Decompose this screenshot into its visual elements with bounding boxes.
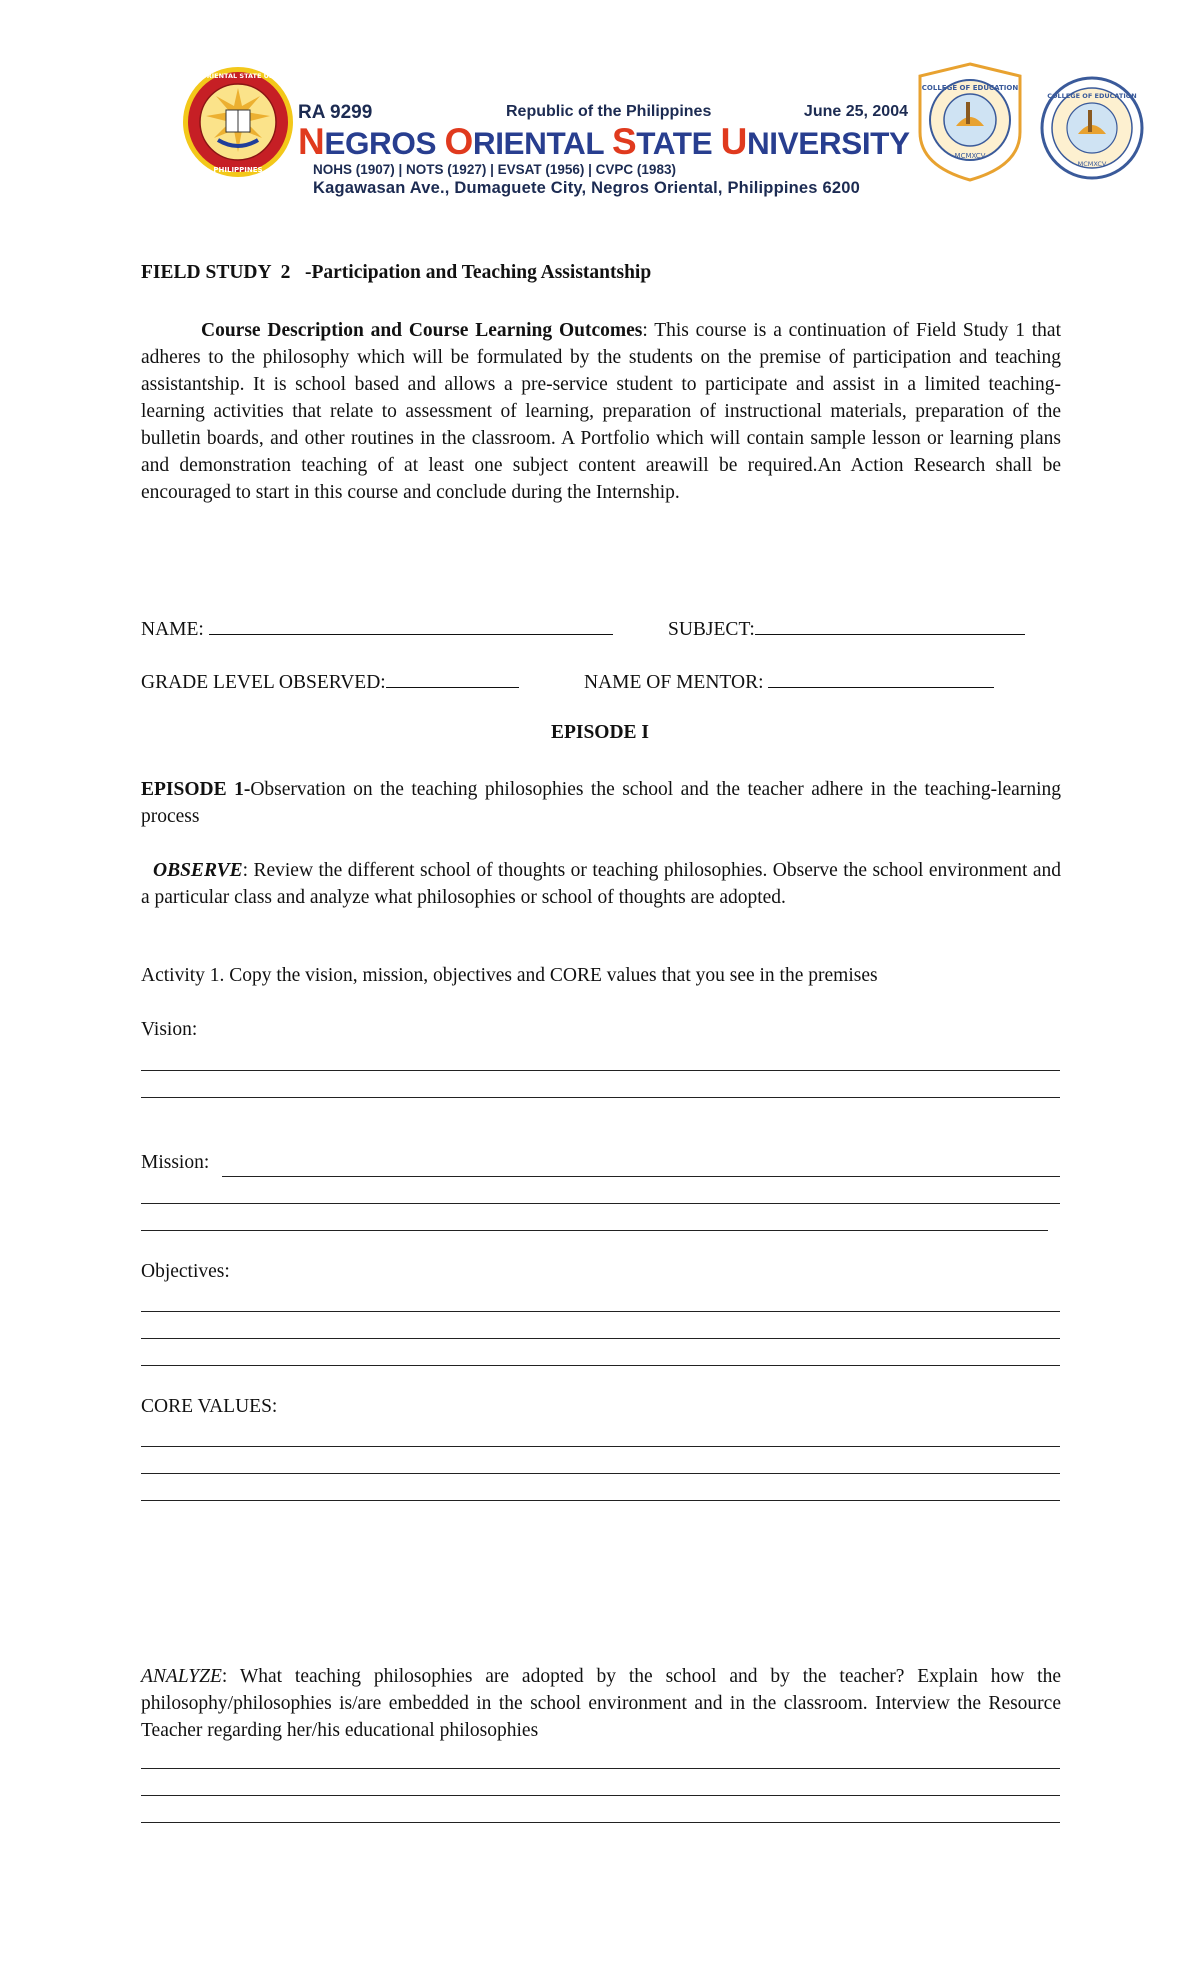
ce-seal-bottom: MCMXCV xyxy=(954,152,986,160)
subject-blank[interactable] xyxy=(755,616,1025,635)
observe-instruction xyxy=(141,857,1061,911)
core-values-line-1[interactable] xyxy=(141,1446,1060,1447)
mission-line-3[interactable] xyxy=(141,1230,1048,1231)
core-values-line-2[interactable] xyxy=(141,1473,1060,1474)
course-description xyxy=(141,317,1061,506)
analyze-text: : What teaching philosophies are adopted by the school and by the teacher? Explain how the philosophy/philosophies is/are embedded in the school environment and in the classroom. Interview the Resource Teacher regarding her/his educational philosophies xyxy=(141,1666,1061,1741)
seal-left-bottom: PHILIPPINES xyxy=(213,166,263,174)
analyze-label: ANALYZE xyxy=(141,1666,222,1687)
course-description-label: Course Description and Course Learning Outcomes xyxy=(201,320,643,341)
mentor-blank[interactable] xyxy=(768,669,994,688)
mission-line-2[interactable] xyxy=(141,1203,1060,1204)
episode-label: EPISODE 1- xyxy=(141,779,251,800)
analyze-instruction xyxy=(141,1663,1061,1744)
subject-field[interactable] xyxy=(668,616,1025,641)
grade-level-field[interactable] xyxy=(141,669,519,694)
episode-description xyxy=(141,776,1061,830)
republic-text: Republic of the Philippines xyxy=(506,103,712,120)
vision-line-1[interactable] xyxy=(141,1070,1060,1071)
mentor-label: NAME OF MENTOR: xyxy=(584,672,769,693)
analyze-line-1[interactable] xyxy=(141,1768,1060,1769)
grade-level-blank[interactable] xyxy=(386,669,519,688)
course-description-text: : This course is a continuation of Field Study 1 that adheres to the philosophy which will be formulated by the students on the premise of participation and teaching assistantship. It is school based and allows a pre-service student to participate and assist in a limited teaching-learning activities that relate to assessment of learning, preparation of instructional materials, preparation of the bulletin boards, and other routines in the classroom. A Portfolio which will contain sample lesson or learning plans and demonstration teaching of at least one subject content areawill be required.An Action Research shall be encouraged to start in this course and conclude during the Internship. xyxy=(141,320,1061,503)
analyze-line-3[interactable] xyxy=(141,1822,1060,1823)
objectives-label: Objectives: xyxy=(141,1261,230,1282)
charter-date: June 25, 2004 xyxy=(803,103,908,120)
episode-heading: EPISODE I xyxy=(550,722,650,743)
episode-text: Observation on the teaching philosophies the school and the teacher adhere in the teaching-learning process xyxy=(141,779,1061,827)
document-title: FIELD STUDY 2 -Participation and Teaching Assistantship xyxy=(141,262,652,283)
mentor-field[interactable] xyxy=(584,669,994,694)
ce-seal-2-text: COLLEGE OF EDUCATION xyxy=(1047,92,1137,100)
subject-label: SUBJECT: xyxy=(668,619,755,640)
college-of-education-seal-2-icon xyxy=(1040,74,1144,182)
name-field[interactable] xyxy=(141,616,613,641)
letterhead xyxy=(168,60,1137,210)
letterhead-text xyxy=(298,100,908,198)
ra-number: RA 9299 xyxy=(298,102,373,123)
core-values-line-3[interactable] xyxy=(141,1500,1060,1501)
objectives-line-1[interactable] xyxy=(141,1311,1060,1312)
observe-text: : Review the different school of thoughts or teaching philosophies. Observe the school environment and a particular class and analyze what philosophies or school of thoughts are adopted. xyxy=(141,860,1061,908)
objectives-line-3[interactable] xyxy=(141,1365,1060,1366)
grade-level-label: GRADE LEVEL OBSERVED: xyxy=(141,672,386,693)
seal-left-text: NEGROS ORIENTAL STATE UNIVERSITY xyxy=(168,72,308,80)
mission-label: Mission: xyxy=(141,1152,210,1173)
university-name: NEGROS ORIENTAL STATE UNIVERSITY xyxy=(298,121,910,162)
ce-seal-text: COLLEGE OF EDUCATION xyxy=(921,84,1019,92)
university-seal-icon xyxy=(168,66,308,178)
college-of-education-seal-icon xyxy=(916,62,1024,182)
university-history: NOHS (1907) | NOTS (1927) | EVSAT (1956) | CVPC (1983) xyxy=(313,162,676,177)
observe-label: OBSERVE xyxy=(153,860,243,881)
university-address: Kagawasan Ave., Dumaguete City, Negros Oriental, Philippines 6200 xyxy=(313,179,860,197)
name-blank[interactable] xyxy=(209,616,613,635)
activity-1: Activity 1. Copy the vision, mission, objectives and CORE values that you see in the premises xyxy=(141,965,878,986)
vision-line-2[interactable] xyxy=(141,1097,1060,1098)
objectives-line-2[interactable] xyxy=(141,1338,1060,1339)
ce-seal-2-bottom: MCMXCV xyxy=(1077,160,1107,168)
core-values-label: CORE VALUES: xyxy=(141,1396,278,1417)
mission-line-1[interactable] xyxy=(222,1176,1060,1177)
vision-label: Vision: xyxy=(141,1019,198,1040)
name-label: NAME: xyxy=(141,619,209,640)
analyze-line-2[interactable] xyxy=(141,1795,1060,1796)
